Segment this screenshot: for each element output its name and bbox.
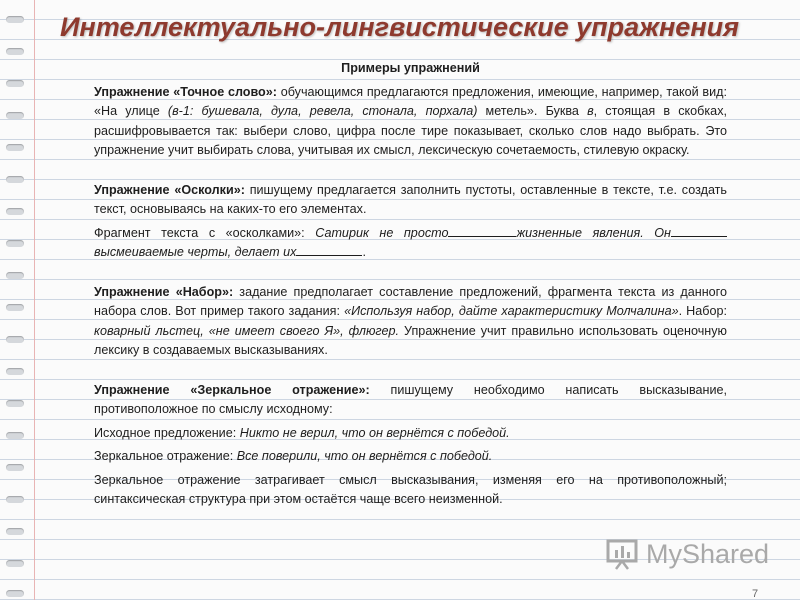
binding-hole [6, 496, 24, 503]
binding-hole [6, 208, 24, 215]
binding-hole [6, 304, 24, 311]
source-sentence: Исходное предложение: Никто не верил, что он вернётся с победой. [94, 425, 510, 440]
binding-hole [6, 528, 24, 535]
binding-hole [6, 48, 24, 55]
watermark-text: MyShared [646, 538, 770, 569]
fragment-example: Фрагмент текста с «осколками»: Сатирик не просто жизненные явления. Онвысмеиваемые черты, делает их . [94, 224, 727, 263]
slide-content [94, 59, 727, 510]
notebook-binding [0, 0, 30, 600]
exercise-name: Упражнение «Набор»: [94, 284, 234, 299]
page-number: 7 [752, 588, 759, 600]
section-subtitle: Примеры упражнений [341, 61, 480, 75]
binding-hole [6, 432, 24, 439]
binding-hole [6, 80, 24, 87]
page-title: Интеллектуально-лингвистические упражнения [60, 12, 740, 42]
exercise-mirror: Упражнение «Зеркальное отражение»: пишущему необходимо написать высказывание, противоположное по смыслу исходному: [94, 382, 727, 416]
blank-line [671, 224, 727, 237]
binding-hole [6, 240, 24, 247]
binding-hole [6, 16, 24, 23]
binding-hole [6, 112, 24, 119]
exercise-name: Упражнение «Точное слово»: [94, 84, 277, 99]
myshared-logo [606, 538, 769, 570]
mirror-conclusion: Зеркальное отражение затрагивает смысл высказывания, изменяя его на противоположный; синтаксическая структура при этом остаётся чаще всего неизменной. [94, 472, 727, 506]
exercise-set: Упражнение «Набор»: задание предполагает составление предложений, фрагмента текста из данного набора слов. Вот пример такого задания: «Используя набор, дайте характеристику Молчалина». Набор: коварный льстец, «не имеет своего Я», флюгер. Упражнение учит правильно использовать оценочную лексику в создаваемых высказываниях. [94, 284, 727, 357]
binding-hole [6, 272, 24, 279]
binding-hole [6, 464, 24, 471]
presentation-board-icon [606, 538, 640, 570]
binding-hole [6, 590, 24, 597]
binding-hole [6, 400, 24, 407]
exercise-fragments: Упражнение «Осколки»: пишущему предлагается заполнить пустоты, оставленные в тексте, т.е. создать текст, основываясь на каких-то его элементах. [94, 182, 727, 216]
blank-line [296, 243, 362, 256]
binding-hole [6, 336, 24, 343]
binding-hole [6, 176, 24, 183]
blank-line [448, 224, 516, 237]
binding-hole [6, 560, 24, 567]
binding-hole [6, 368, 24, 375]
exercise-exact-word: Упражнение «Точное слово»: обучающимся предлагаются предложения, имеющие, например, такой вид: «На улице (в-1: бушевала, дула, ревела, стонала, порхала) метель». Буква в, стоящая в скобках, расшифровывается так: выбери слово, цифра после тире показывает, сколько слов надо выбрать. Это упражнение учит выбирать слова, учитывая их смысл, лексическую сочетаемость, стилевую окраску. [94, 84, 727, 157]
exercise-name: Упражнение «Зеркальное отражение»: [94, 382, 370, 397]
binding-hole [6, 144, 24, 151]
exercise-name: Упражнение «Осколки»: [94, 182, 245, 197]
mirror-sentence: Зеркальное отражение: Все поверили, что он вернётся с победой. [94, 449, 493, 463]
